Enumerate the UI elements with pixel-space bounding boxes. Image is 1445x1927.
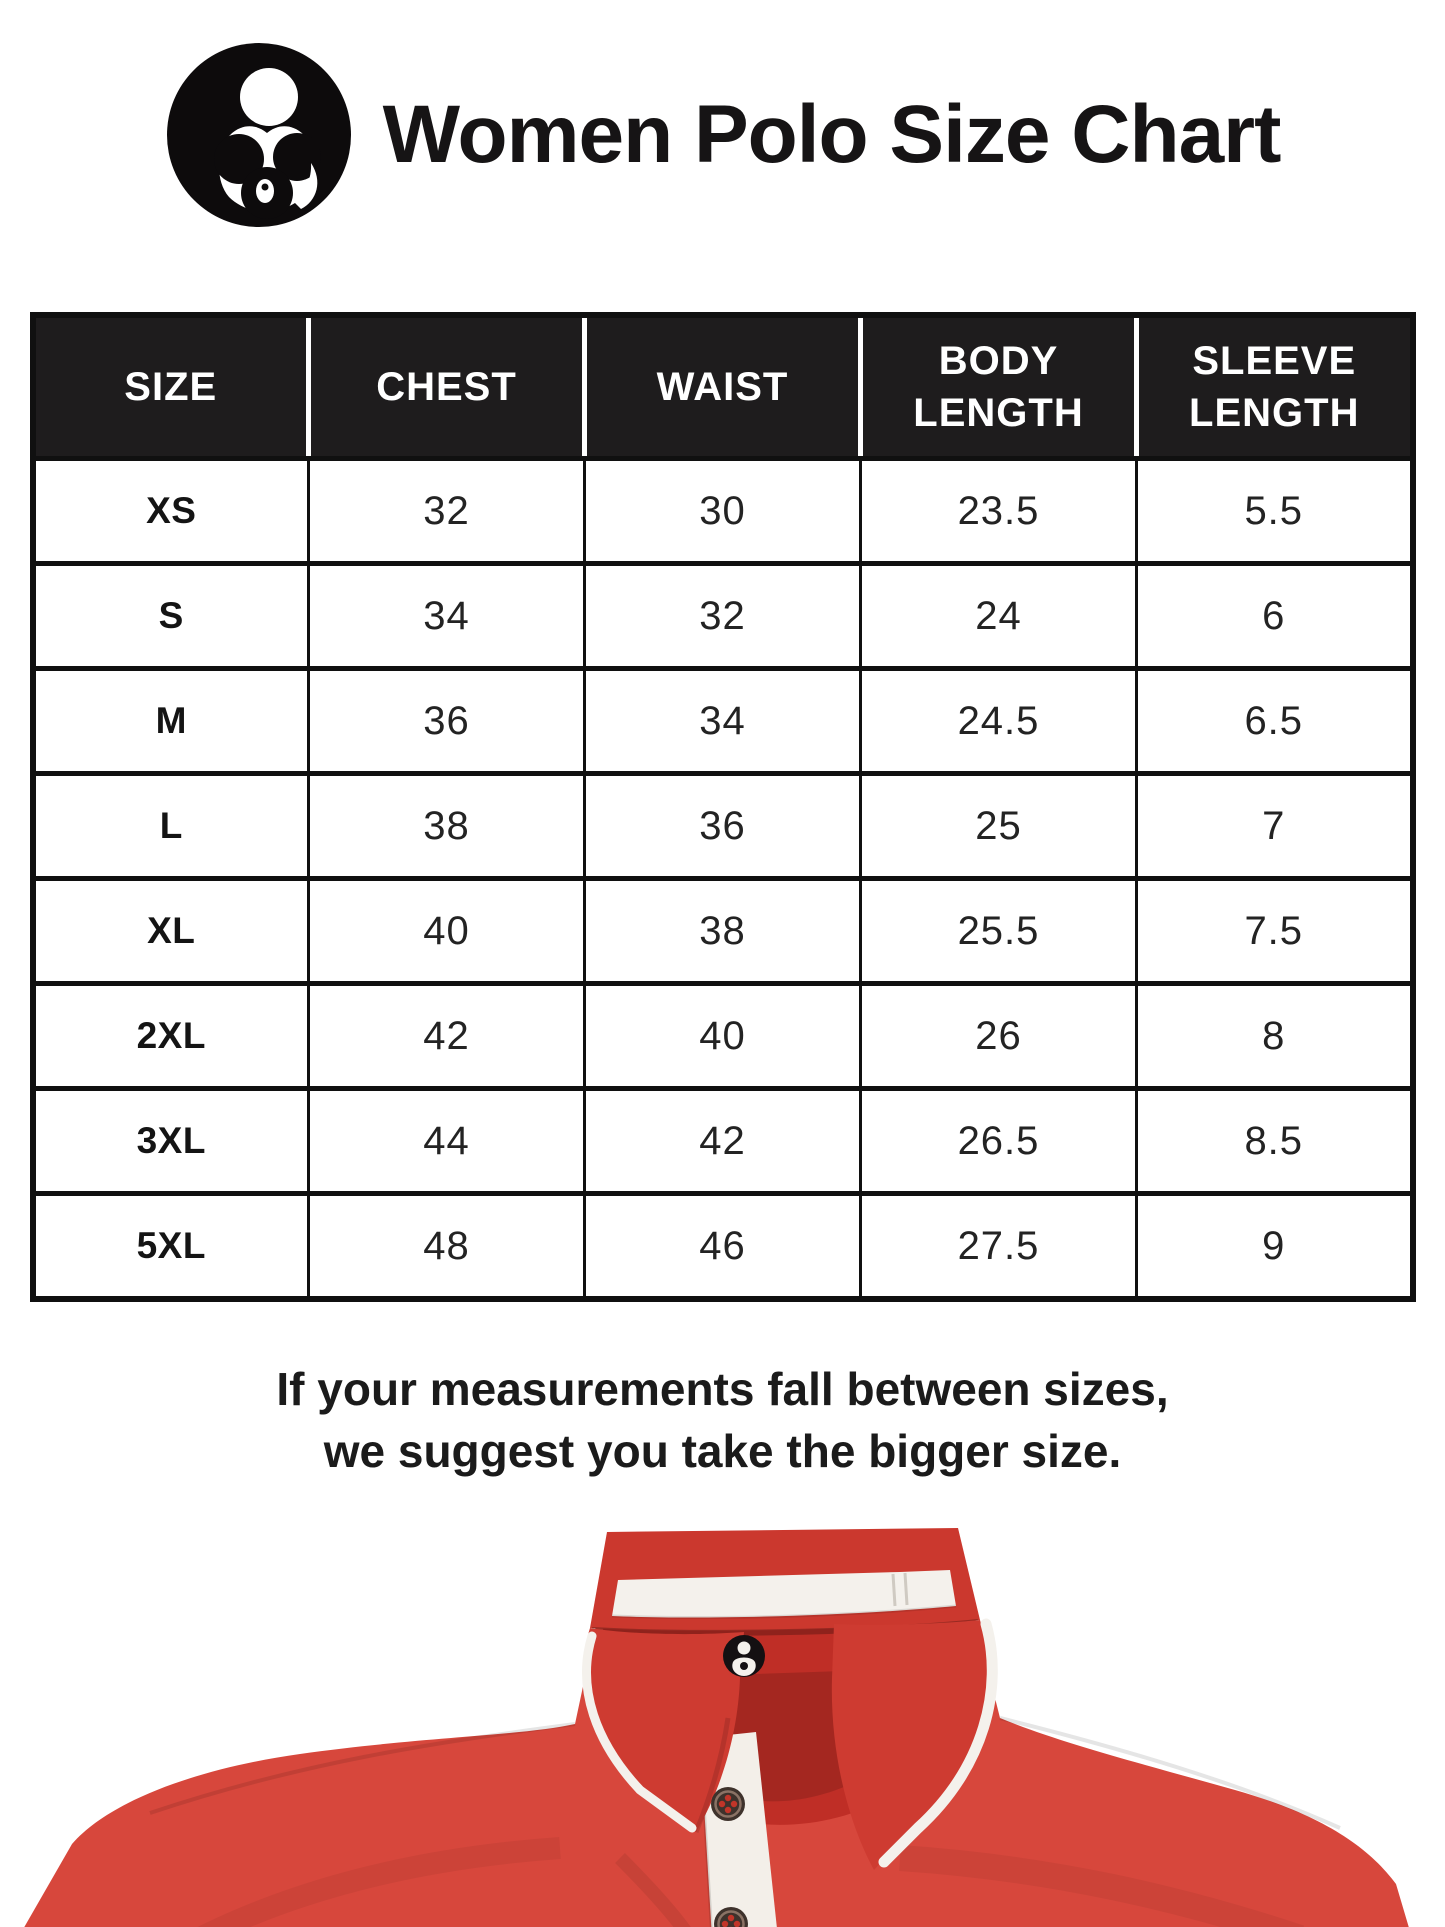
table-row-s [33, 564, 1413, 669]
body-length-cell: 25 [861, 774, 1137, 879]
sleeve-length-cell: 7 [1137, 774, 1413, 879]
table-body [33, 459, 1413, 1300]
waist-cell: 46 [585, 1194, 861, 1300]
size-cell: 2XL [33, 984, 309, 1089]
body-length-cell: 25.5 [861, 879, 1137, 984]
chest-cell: 34 [309, 564, 585, 669]
body-length-cell: 26.5 [861, 1089, 1137, 1194]
polo-shirt-photo [0, 1528, 1445, 1927]
waist-cell: 34 [585, 669, 861, 774]
waist-cell: 30 [585, 459, 861, 564]
waist-cell: 32 [585, 564, 861, 669]
waist-cell: 38 [585, 879, 861, 984]
table-row-5xl [33, 1194, 1413, 1300]
sleeve-length-cell: 6 [1137, 564, 1413, 669]
size-chart-page [0, 40, 1445, 1927]
table-row-xs [33, 459, 1413, 564]
size-cell: 3XL [33, 1089, 309, 1194]
column-header-body-length: BODY LENGTH [861, 315, 1137, 459]
size-cell: XS [33, 459, 309, 564]
table-row-l [33, 774, 1413, 879]
chest-cell: 32 [309, 459, 585, 564]
chest-cell: 36 [309, 669, 585, 774]
size-chart-table [30, 312, 1416, 1302]
sleeve-length-cell: 8 [1137, 984, 1413, 1089]
fit-note [0, 1358, 1445, 1482]
table-row-m [33, 669, 1413, 774]
body-length-cell: 26 [861, 984, 1137, 1089]
body-length-cell: 23.5 [861, 459, 1137, 564]
waist-cell: 40 [585, 984, 861, 1089]
body-length-cell: 24.5 [861, 669, 1137, 774]
waist-cell: 36 [585, 774, 861, 879]
sleeve-length-cell: 9 [1137, 1194, 1413, 1300]
sleeve-length-cell: 6.5 [1137, 669, 1413, 774]
column-header-sleeve-length: SLEEVE LENGTH [1137, 315, 1413, 459]
table-header [33, 315, 1413, 459]
column-header-size: SIZE [33, 315, 309, 459]
header [0, 40, 1445, 230]
waist-cell: 42 [585, 1089, 861, 1194]
table-row-2xl [33, 984, 1413, 1089]
chest-cell: 42 [309, 984, 585, 1089]
size-cell: M [33, 669, 309, 774]
chest-cell: 38 [309, 774, 585, 879]
size-cell: S [33, 564, 309, 669]
table-row-3xl [33, 1089, 1413, 1194]
chest-cell: 40 [309, 879, 585, 984]
sleeve-length-cell: 5.5 [1137, 459, 1413, 564]
size-cell: 5XL [33, 1194, 309, 1300]
sleeve-length-cell: 8.5 [1137, 1089, 1413, 1194]
fit-note-line-1: If your measurements fall between sizes, [276, 1363, 1169, 1415]
column-header-chest: CHEST [309, 315, 585, 459]
table-header-row [33, 315, 1413, 459]
chest-cell: 48 [309, 1194, 585, 1300]
brand-logo-icon [165, 41, 353, 229]
column-header-waist: WAIST [585, 315, 861, 459]
page-title: Women Polo Size Chart [382, 89, 1281, 180]
chest-cell: 44 [309, 1089, 585, 1194]
size-cell: XL [33, 879, 309, 984]
brand-tag-icon [723, 1635, 765, 1677]
table-row-xl [33, 879, 1413, 984]
body-length-cell: 24 [861, 564, 1137, 669]
sleeve-length-cell: 7.5 [1137, 879, 1413, 984]
button-top [711, 1787, 745, 1821]
fit-note-line-2: we suggest you take the bigger size. [323, 1425, 1122, 1477]
body-length-cell: 27.5 [861, 1194, 1137, 1300]
size-cell: L [33, 774, 309, 879]
